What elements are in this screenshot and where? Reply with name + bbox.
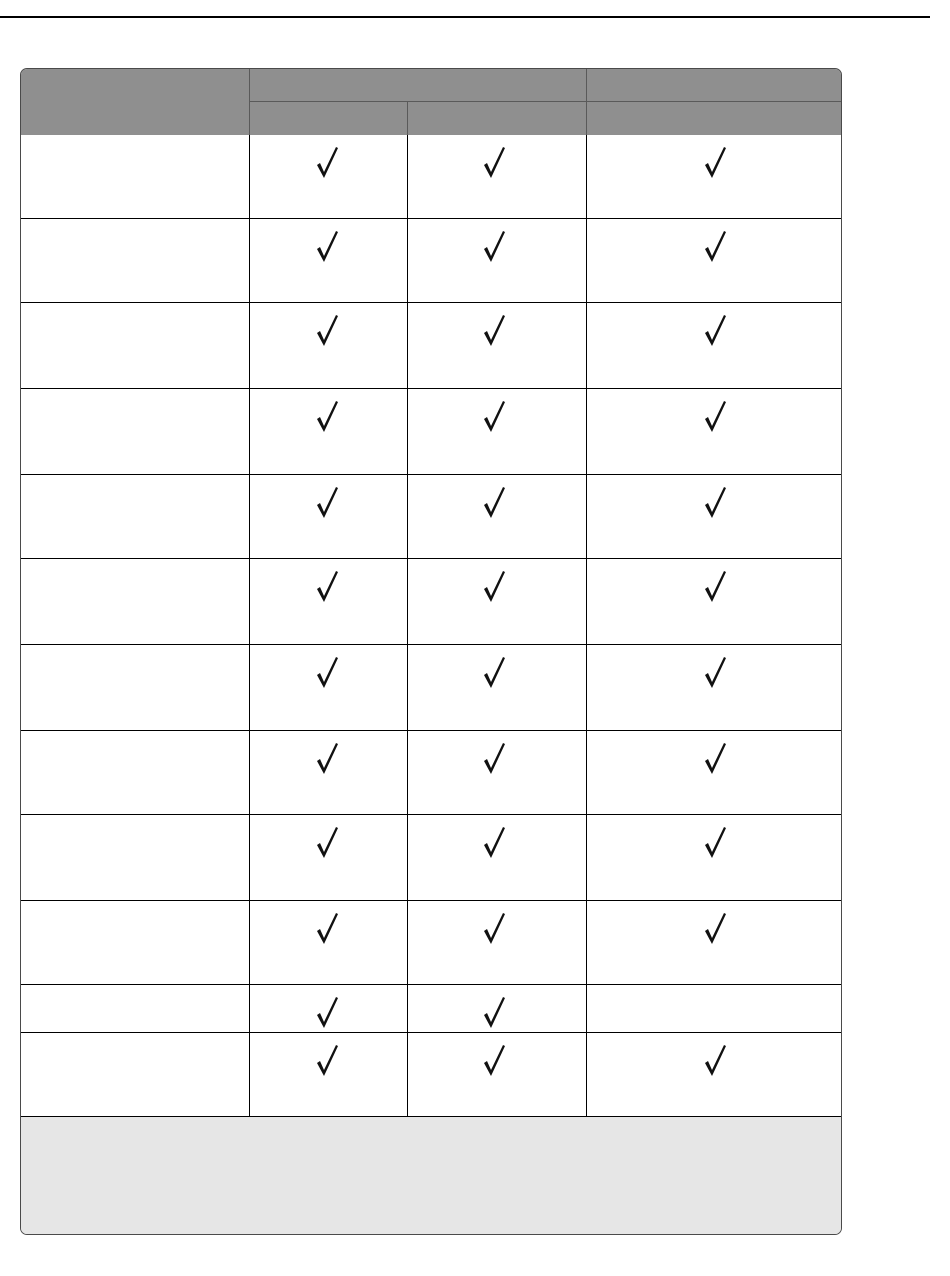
checkmark-icon bbox=[315, 485, 339, 519]
row-divider bbox=[21, 644, 842, 645]
row-divider bbox=[21, 218, 842, 219]
header-group-b bbox=[587, 69, 842, 101]
row-divider bbox=[21, 814, 842, 815]
checkmark-icon bbox=[315, 229, 339, 263]
checkmark-icon bbox=[315, 569, 339, 603]
checkmark-icon bbox=[315, 1043, 339, 1077]
footnote bbox=[21, 1117, 842, 1235]
checkmark-icon bbox=[315, 741, 339, 775]
checkmark-icon bbox=[703, 569, 727, 603]
checkmark-icon bbox=[315, 995, 339, 1029]
checkmark-icon bbox=[703, 1043, 727, 1077]
checkmark-icon bbox=[482, 655, 506, 689]
row-divider bbox=[21, 984, 842, 985]
checkmark-icon bbox=[315, 145, 339, 179]
checkmark-icon bbox=[482, 229, 506, 263]
header-divider bbox=[407, 102, 408, 135]
checkmark-icon bbox=[703, 825, 727, 859]
checkmark-icon bbox=[703, 145, 727, 179]
checkmark-icon bbox=[315, 825, 339, 859]
checkmark-icon bbox=[703, 313, 727, 347]
row-divider bbox=[21, 302, 842, 303]
checkmark-icon bbox=[482, 145, 506, 179]
checkmark-icon bbox=[482, 741, 506, 775]
row-divider bbox=[21, 474, 842, 475]
column-divider bbox=[407, 135, 408, 1117]
header-group-a-sub1 bbox=[250, 102, 407, 135]
checkmark-icon bbox=[315, 399, 339, 433]
checkmark-icon bbox=[482, 313, 506, 347]
row-divider bbox=[21, 1116, 842, 1117]
column-divider bbox=[249, 135, 250, 1117]
checkmark-icon bbox=[482, 399, 506, 433]
row-divider bbox=[21, 1032, 842, 1033]
header-row-label-cell bbox=[21, 69, 249, 135]
checkmark-icon bbox=[315, 313, 339, 347]
checkmark-icon bbox=[482, 569, 506, 603]
row-divider bbox=[21, 388, 842, 389]
row-divider bbox=[21, 730, 842, 731]
checkmark-icon bbox=[482, 911, 506, 945]
checkmark-icon bbox=[703, 655, 727, 689]
header-group-b-sub bbox=[587, 102, 842, 135]
header-divider bbox=[249, 69, 250, 135]
header-divider bbox=[586, 69, 587, 135]
checkmark-icon bbox=[703, 485, 727, 519]
checkmark-icon bbox=[482, 825, 506, 859]
column-divider bbox=[586, 135, 587, 1117]
checkmark-icon bbox=[482, 485, 506, 519]
header-group-a-sub2 bbox=[408, 102, 586, 135]
checkmark-icon bbox=[703, 741, 727, 775]
checkmark-icon bbox=[315, 655, 339, 689]
top-rule bbox=[0, 16, 930, 18]
row-divider bbox=[21, 558, 842, 559]
checkmark-icon bbox=[315, 911, 339, 945]
feature-table bbox=[20, 68, 842, 1235]
row-divider bbox=[21, 900, 842, 901]
checkmark-icon bbox=[482, 995, 506, 1029]
checkmark-icon bbox=[703, 229, 727, 263]
header-group-a bbox=[250, 69, 586, 101]
header-divider bbox=[249, 101, 842, 102]
checkmark-icon bbox=[482, 1043, 506, 1077]
checkmark-icon bbox=[703, 399, 727, 433]
checkmark-icon bbox=[703, 911, 727, 945]
